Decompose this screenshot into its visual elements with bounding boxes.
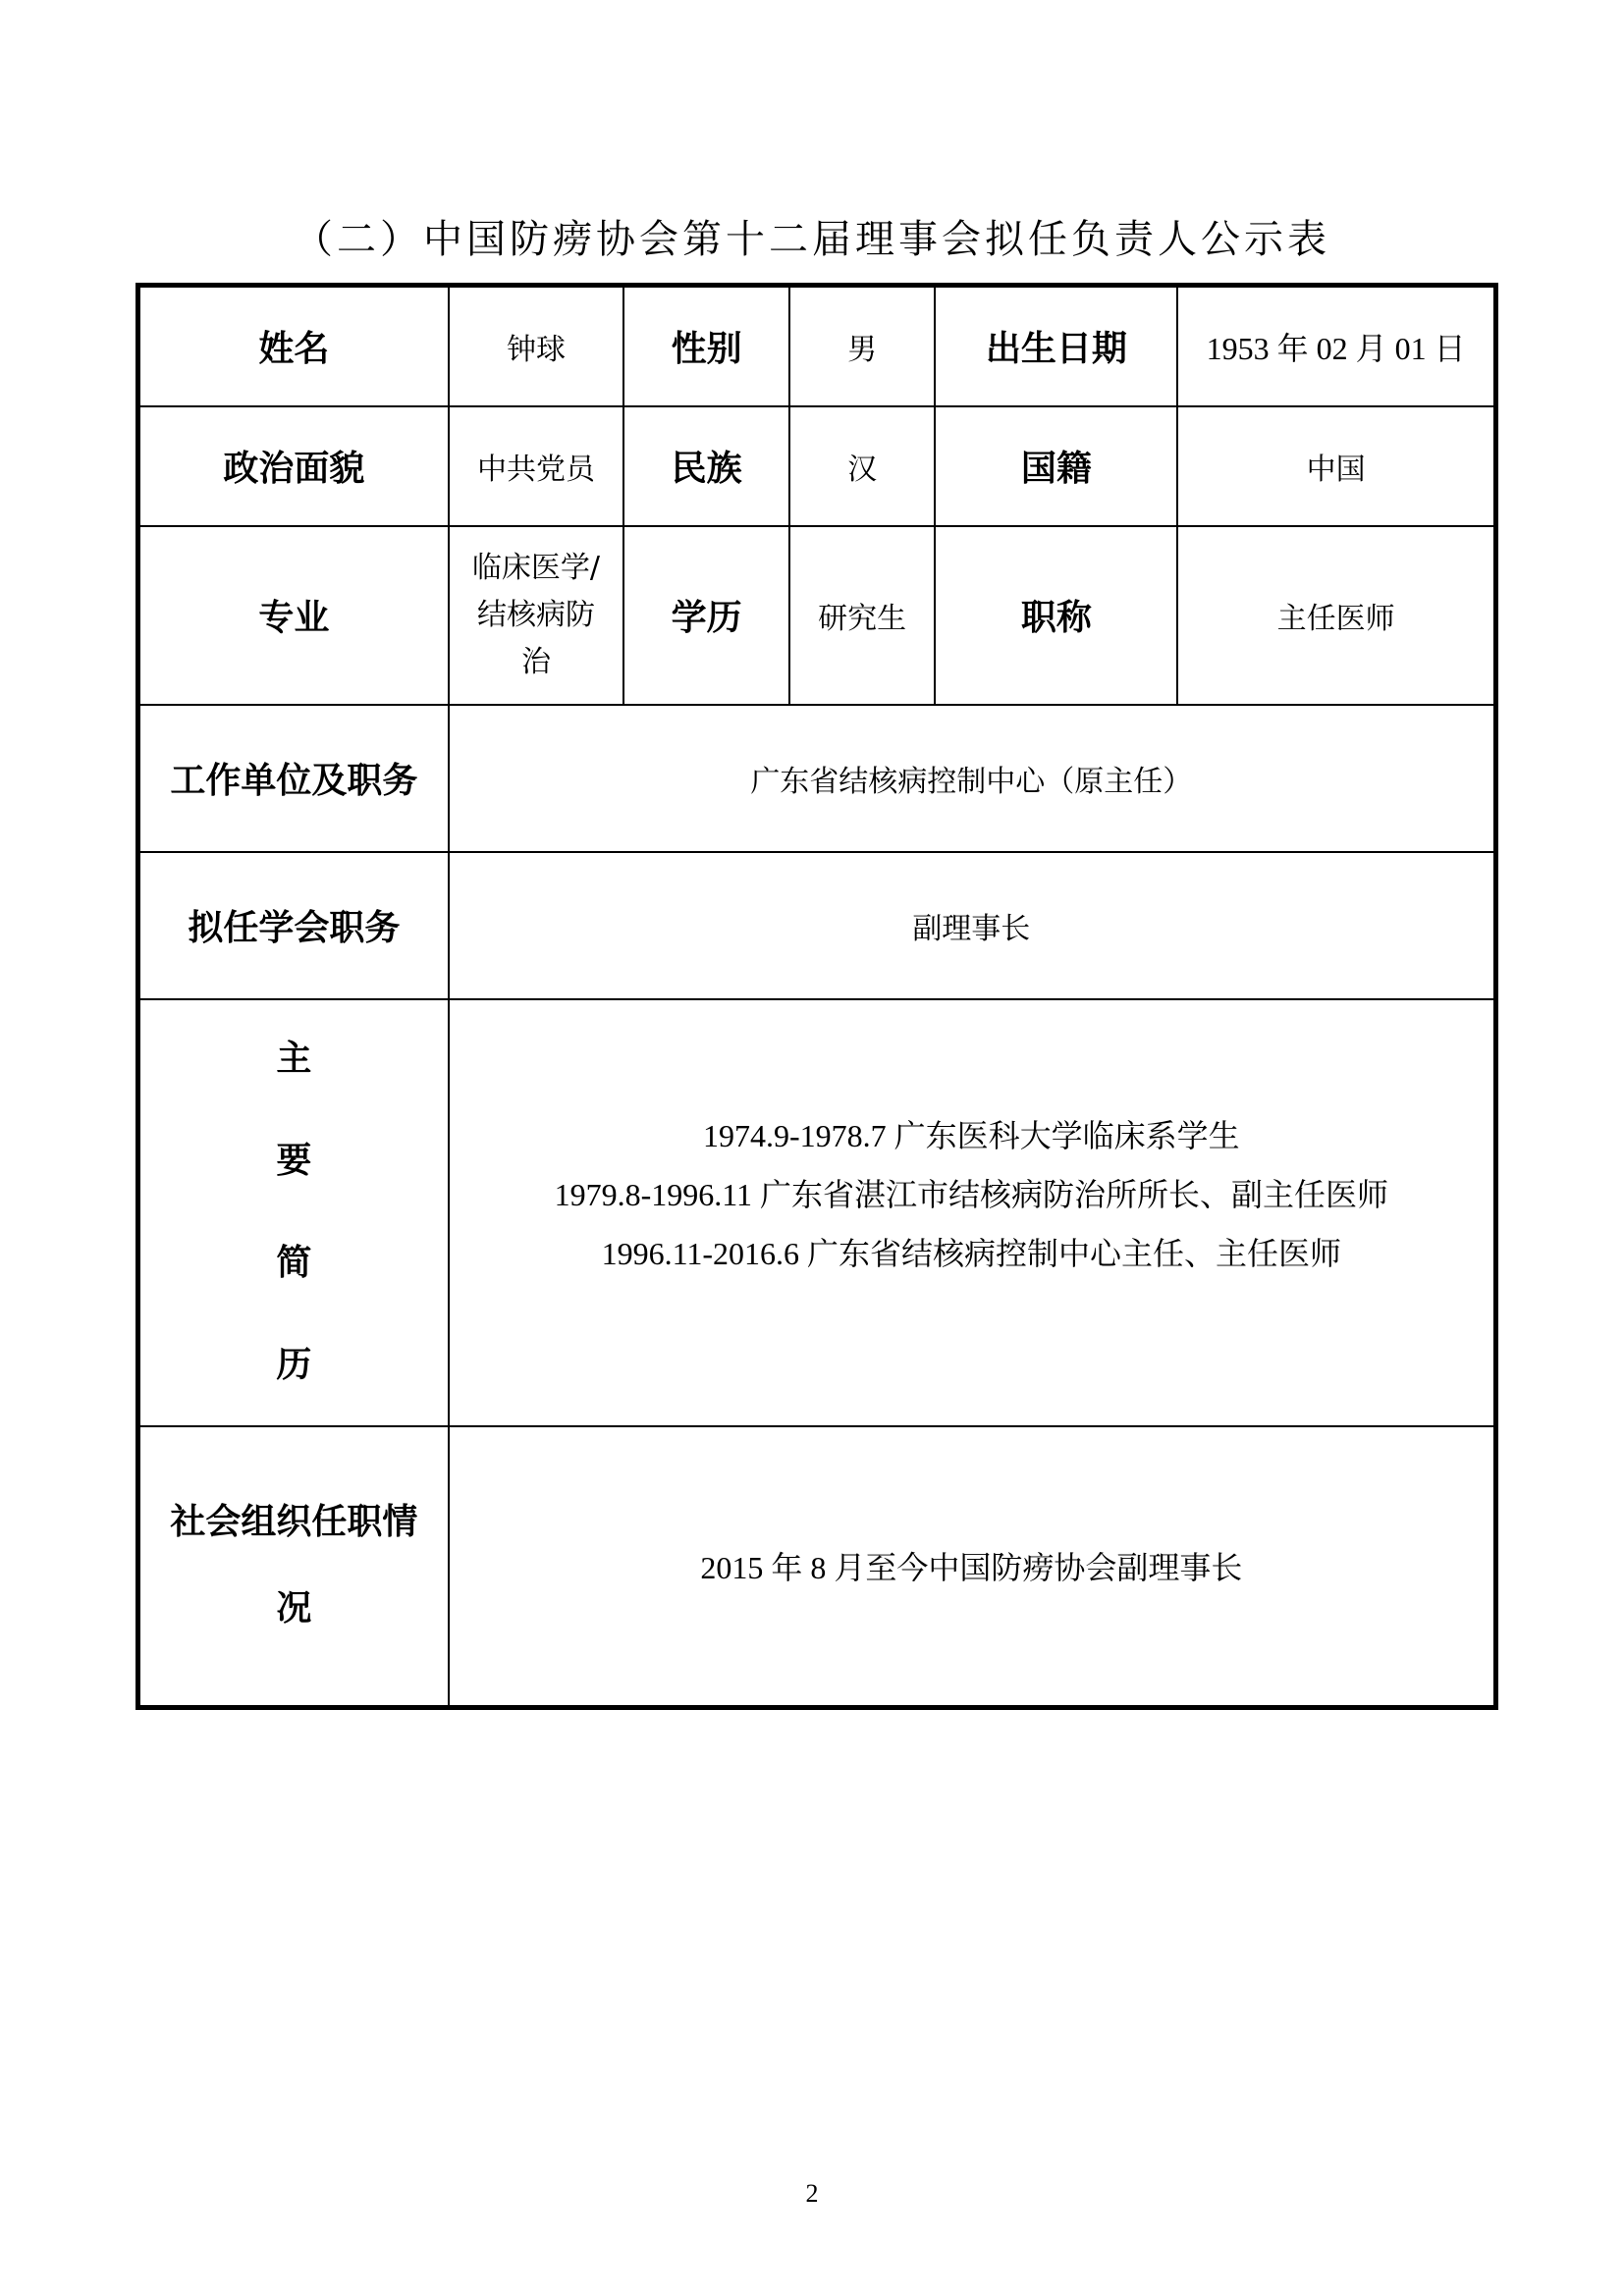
major-value (449, 526, 624, 705)
ethnicity-value: 汉 (789, 406, 936, 526)
table-row-political (138, 406, 1496, 526)
resume-line: 1979.8-1996.11 广东省湛江市结核病防治所所长、副主任医师 (554, 1176, 1389, 1212)
workplace-value: 广东省结核病控制中心（原主任） (449, 705, 1496, 852)
table-row-basic (138, 286, 1496, 406)
ethnicity-label: 民族 (623, 406, 789, 526)
table-row-proposed-position (138, 852, 1496, 999)
workplace-label: 工作单位及职务 (138, 705, 449, 852)
resume-line: 1974.9-1978.7 广东医科大学临床系学生 (702, 1117, 1240, 1153)
social-positions-label-line: 况 (276, 1588, 312, 1629)
nationality-label: 国籍 (935, 406, 1177, 526)
gender-value: 男 (789, 286, 936, 406)
resume-value (449, 999, 1496, 1426)
table-row-resume (138, 999, 1496, 1426)
page-number: 2 (805, 2179, 819, 2208)
page-title: （二）中国防痨协会第十二届理事会拟任负责人公示表 (294, 217, 1330, 262)
major-value-line: 临床医学/ (471, 550, 601, 585)
table-row-workplace (138, 705, 1496, 852)
birth-date-label: 出生日期 (935, 286, 1177, 406)
education-value: 研究生 (789, 526, 936, 705)
name-value: 钟球 (449, 286, 624, 406)
major-value-line: 治 (520, 644, 551, 679)
resume-label (138, 999, 449, 1426)
table-row-social-positions (138, 1426, 1496, 1708)
political-status-value: 中共党员 (449, 406, 624, 526)
resume-line: 1996.11-2016.6 广东省结核病控制中心主任、主任医师 (601, 1235, 1342, 1271)
resume-label-char: 历 (276, 1345, 312, 1385)
social-positions-label (138, 1426, 449, 1708)
major-value-line: 结核病防 (476, 597, 595, 632)
professional-title-label: 职称 (935, 526, 1177, 705)
education-label: 学历 (623, 526, 789, 705)
resume-label-char: 主 (276, 1039, 312, 1079)
resume-label-char: 要 (276, 1141, 312, 1181)
table-row-major (138, 526, 1496, 705)
name-label: 姓名 (138, 286, 449, 406)
resume-label-char: 简 (276, 1243, 312, 1283)
proposed-position-value: 副理事长 (449, 852, 1496, 999)
nationality-value: 中国 (1177, 406, 1495, 526)
candidate-info-table (135, 283, 1498, 1710)
proposed-position-label: 拟任学会职务 (138, 852, 449, 999)
social-positions-label-line: 社会组织任职情 (170, 1502, 418, 1543)
social-positions-value: 2015 年 8 月至今中国防痨协会副理事长 (449, 1426, 1496, 1708)
gender-label: 性别 (623, 286, 789, 406)
professional-title-value: 主任医师 (1177, 526, 1495, 705)
major-label: 专业 (138, 526, 449, 705)
birth-date-value: 1953 年 02 月 01 日 (1177, 286, 1495, 406)
political-status-label: 政治面貌 (138, 406, 449, 526)
